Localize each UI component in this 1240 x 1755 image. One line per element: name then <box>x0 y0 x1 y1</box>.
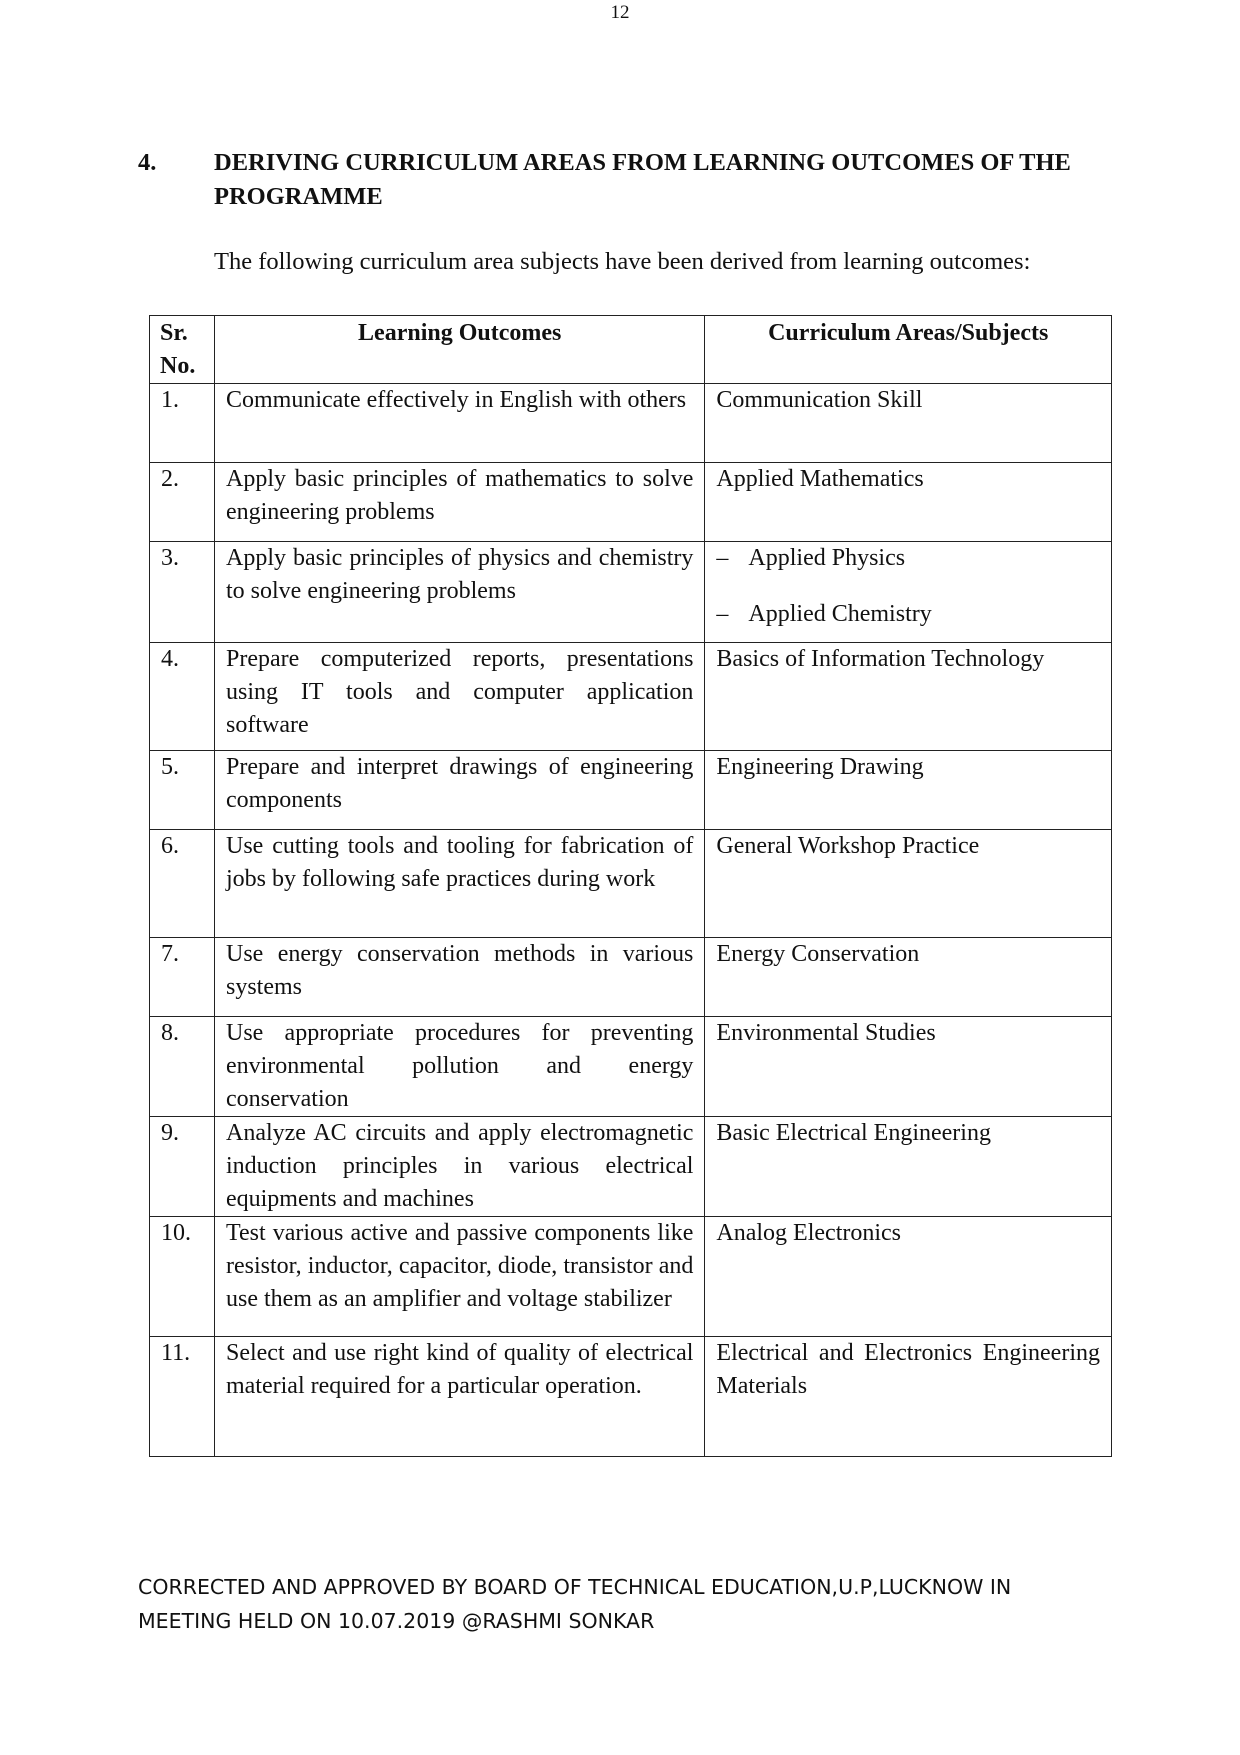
row-sr-no: 10. <box>150 1217 215 1337</box>
row-curriculum-area: General Workshop Practice <box>705 830 1112 938</box>
table-row <box>150 1337 1112 1457</box>
table-row <box>150 751 1112 830</box>
row-learning-outcome: Select and use right kind of quality of electrical material required for a particular operation. <box>214 1337 704 1457</box>
row-sr-no: 4. <box>150 643 215 751</box>
header-curriculum-areas: Curriculum Areas/Subjects <box>705 316 1112 384</box>
row-sr-no: 8. <box>150 1017 215 1117</box>
row-curriculum-area: Electrical and Electronics Engineering Materials <box>705 1337 1112 1457</box>
row-sr-no: 11. <box>150 1337 215 1457</box>
row-curriculum-area: Communication Skill <box>705 384 1112 463</box>
row-learning-outcome: Apply basic principles of physics and chemistry to solve engineering problems <box>214 542 704 643</box>
row-sr-no: 5. <box>150 751 215 830</box>
row-curriculum-area: Environmental Studies <box>705 1017 1112 1117</box>
table-row <box>150 938 1112 1017</box>
table-header-row <box>150 316 1112 384</box>
page-number: 12 <box>610 2 630 23</box>
row-curriculum-area: Engineering Drawing <box>705 751 1112 830</box>
row-sr-no: 6. <box>150 830 215 938</box>
row-sr-no: 3. <box>150 542 215 643</box>
row-learning-outcome: Test various active and passive components like resistor, inductor, capacitor, diode, transistor and use them as an amplifier and voltage stabilizer <box>214 1217 704 1337</box>
row-learning-outcome: Use cutting tools and tooling for fabrication of jobs by following safe practices during work <box>214 830 704 938</box>
footer-line: MEETING HELD ON 10.07.2019 @RASHMI SONKAR <box>138 1609 655 1633</box>
table-row <box>150 384 1112 463</box>
intro-text: The following curriculum area subjects have been derived from learning outcomes: <box>214 248 1031 275</box>
table-row <box>150 830 1112 938</box>
row-curriculum-area: Basics of Information Technology <box>705 643 1112 751</box>
row-curriculum-area: Analog Electronics <box>705 1217 1112 1337</box>
table-row <box>150 1117 1112 1217</box>
header-sr-no: Sr. No. <box>150 316 215 384</box>
row-sr-no: 9. <box>150 1117 215 1217</box>
row-learning-outcome: Use energy conservation methods in various systems <box>214 938 704 1017</box>
footer-line: CORRECTED AND APPROVED BY BOARD OF TECHNICAL EDUCATION,U.P,LUCKNOW IN <box>138 1575 1012 1599</box>
table-row <box>150 1217 1112 1337</box>
table-row <box>150 463 1112 542</box>
section-number: 4. <box>138 149 157 176</box>
table-row <box>150 1017 1112 1117</box>
row-learning-outcome: Prepare computerized reports, presentations using IT tools and computer application software <box>214 643 704 751</box>
row-learning-outcome: Analyze AC circuits and apply electromagnetic induction principles in various electrical equipments and machines <box>214 1117 704 1217</box>
row-sr-no: 1. <box>150 384 215 463</box>
curriculum-area-bullet: – Applied Physics <box>716 542 1100 575</box>
row-curriculum-area: Energy Conservation <box>705 938 1112 1017</box>
outcomes-table <box>149 315 1112 1457</box>
row-learning-outcome: Use appropriate procedures for preventing environmental pollution and energy conservation <box>214 1017 704 1117</box>
row-sr-no: 2. <box>150 463 215 542</box>
header-learning-outcomes: Learning Outcomes <box>214 316 704 384</box>
row-sr-no: 7. <box>150 938 215 1017</box>
table-row <box>150 643 1112 751</box>
row-learning-outcome: Communicate effectively in English with others <box>214 384 704 463</box>
row-curriculum-area: Basic Electrical Engineering <box>705 1117 1112 1217</box>
row-learning-outcome: Prepare and interpret drawings of engineering components <box>214 751 704 830</box>
section-title: DERIVING CURRICULUM AREAS FROM LEARNING OUTCOMES OF THE PROGRAMME <box>214 149 1071 210</box>
table-row <box>150 542 1112 643</box>
curriculum-area-bullet: – Applied Chemistry <box>716 598 1100 631</box>
approval-footer <box>138 1570 1118 1638</box>
row-curriculum-area: Applied Mathematics <box>705 463 1112 542</box>
row-curriculum-area <box>705 542 1112 643</box>
row-learning-outcome: Apply basic principles of mathematics to solve engineering problems <box>214 463 704 542</box>
